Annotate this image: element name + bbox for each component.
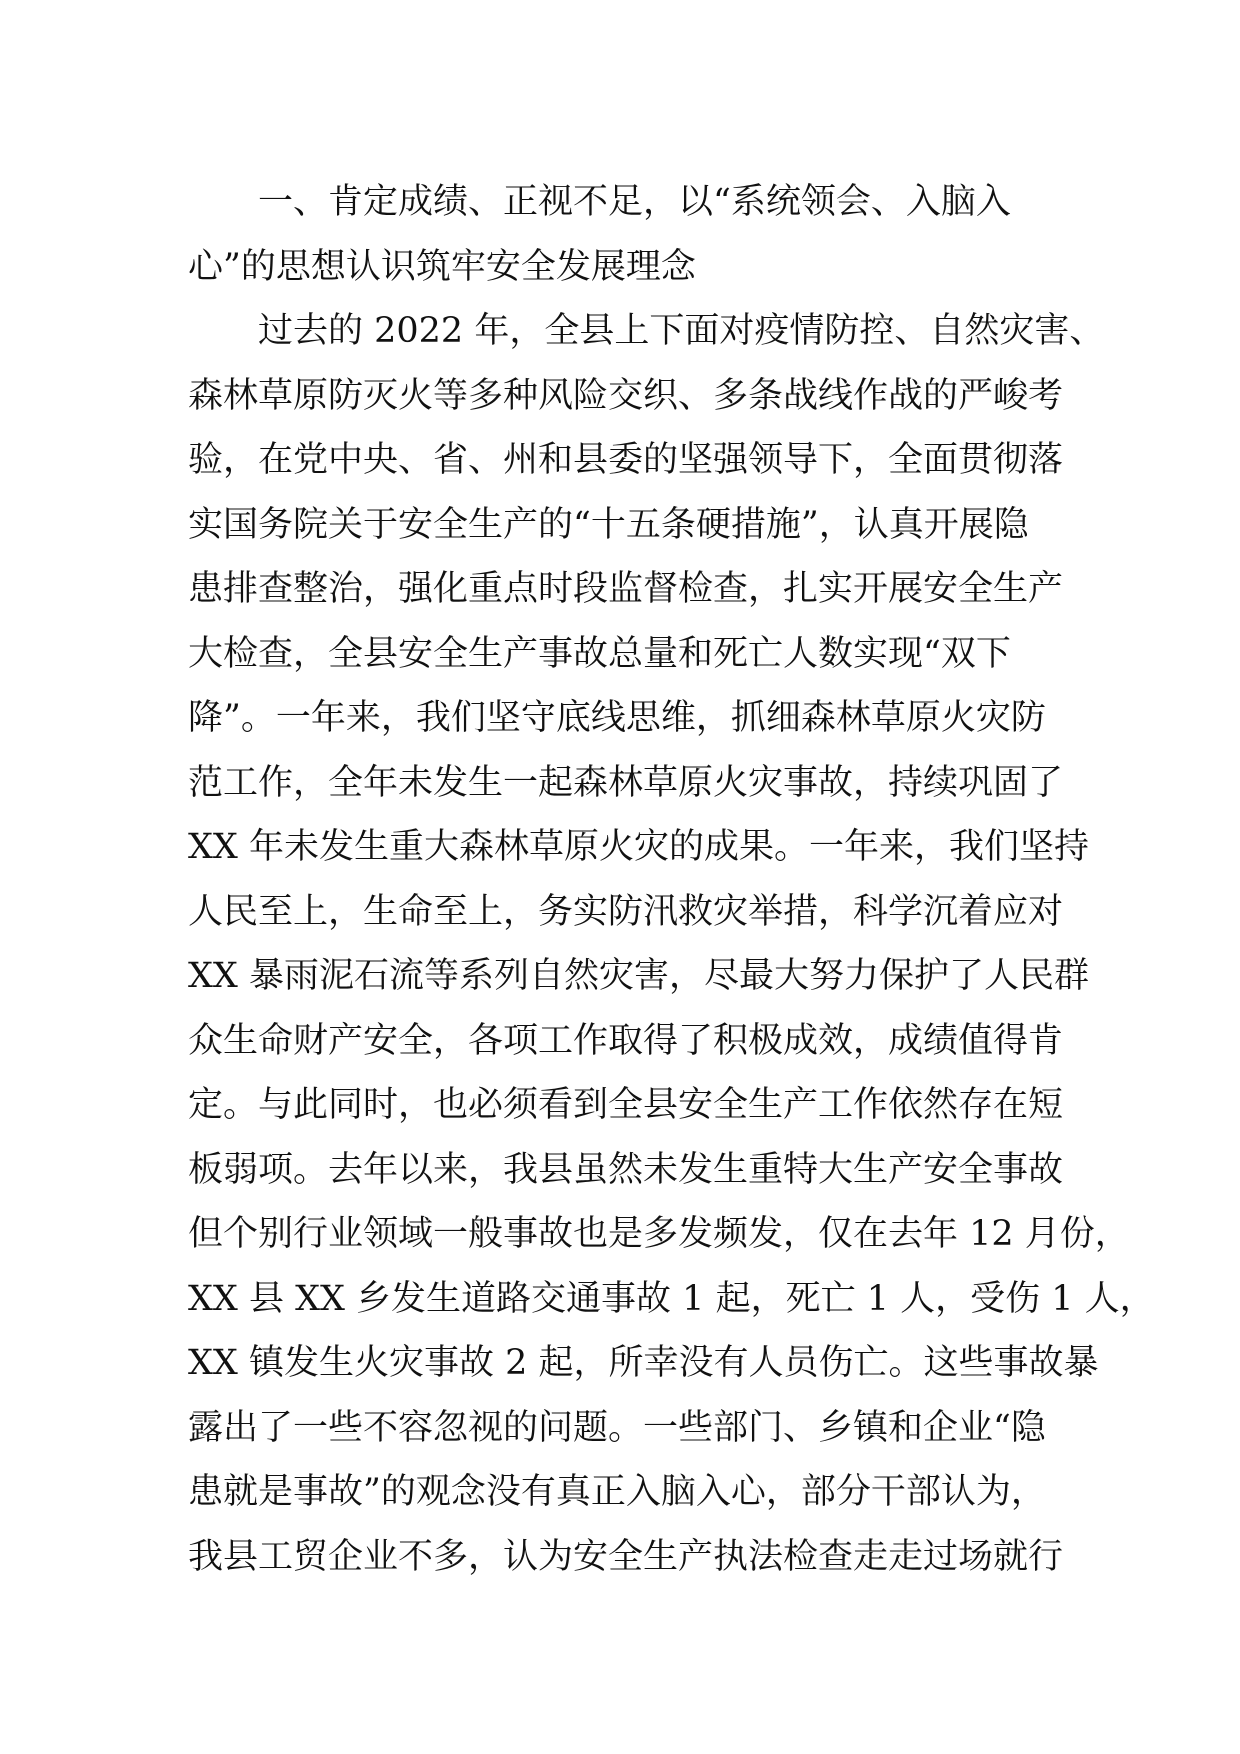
paragraph-line: XX 县 XX 乡发生道路交通事故 1 起，死亡 1 人，受伤 1 人， bbox=[188, 1278, 1155, 1319]
paragraph-line: 人民至上，生命至上，务实防汛救灾举措，科学沉着应对 bbox=[188, 891, 1064, 932]
paragraph-line: XX 年未发生重大森林草原火灾的成果。一年来，我们坚持 bbox=[188, 827, 1089, 867]
paragraph-line: 众生命财产安全，各项工作取得了积极成效，成绩值得肯 bbox=[188, 1020, 1064, 1061]
paragraph-line: 森林草原防灭火等多种风险交织、多条战线作战的严峻考 bbox=[188, 375, 1064, 416]
paragraph-line: 验，在党中央、省、州和县委的坚强领导下，全面贯彻落 bbox=[188, 440, 1064, 480]
paragraph-line: 患就是事故”的观念没有真正入脑入心，部分干部认为， bbox=[188, 1472, 1046, 1512]
paragraph-line: XX 暴雨泥石流等系列自然灾害，尽最大努力保护了人民群 bbox=[188, 956, 1089, 996]
paragraph-line: XX 镇发生火灾事故 2 起，所幸没有人员伤亡。这些事故暴 bbox=[188, 1343, 1099, 1383]
document-body bbox=[188, 170, 1155, 1589]
paragraph-line: 范工作，全年未发生一起森林草原火灾事故，持续巩固了 bbox=[188, 762, 1064, 803]
paragraph-line: 板弱项。去年以来，我县虽然未发生重特大生产安全事故 bbox=[188, 1149, 1064, 1190]
section-heading bbox=[188, 170, 1088, 299]
paragraph-line: 患排查整治，强化重点时段监督检查，扎实开展安全生产 bbox=[188, 569, 1064, 609]
paragraph-line: 但个别行业领域一般事故也是多发频发，仅在去年 12 月份， bbox=[188, 1214, 1130, 1254]
paragraph-line: 实国务院关于安全生产的“十五条硬措施”，认真开展隐 bbox=[188, 504, 1029, 545]
heading-line: 心”的思想认识筑牢安全发展理念 bbox=[188, 246, 696, 287]
heading-line: 一、肯定成绩、正视不足，以“系统领会、入脑入 bbox=[258, 182, 1011, 222]
paragraph-line: 降”。一年来，我们坚守底线思维，抓细森林草原火灾防 bbox=[188, 698, 1046, 738]
paragraph-line: 过去的 2022 年，全县上下面对疫情防控、自然灾害、 bbox=[258, 311, 1105, 351]
paragraph-line: 定。与此同时，也必须看到全县安全生产工作依然存在短 bbox=[188, 1085, 1064, 1125]
paragraph-line: 我县工贸企业不多，认为安全生产执法检查走走过场就行 bbox=[188, 1536, 1064, 1577]
body-paragraph bbox=[188, 299, 1155, 1589]
paragraph-line: 大检查，全县安全生产事故总量和死亡人数实现“双下 bbox=[188, 633, 1011, 674]
paragraph-line: 露出了一些不容忽视的问题。一些部门、乡镇和企业“隐 bbox=[188, 1407, 1046, 1448]
